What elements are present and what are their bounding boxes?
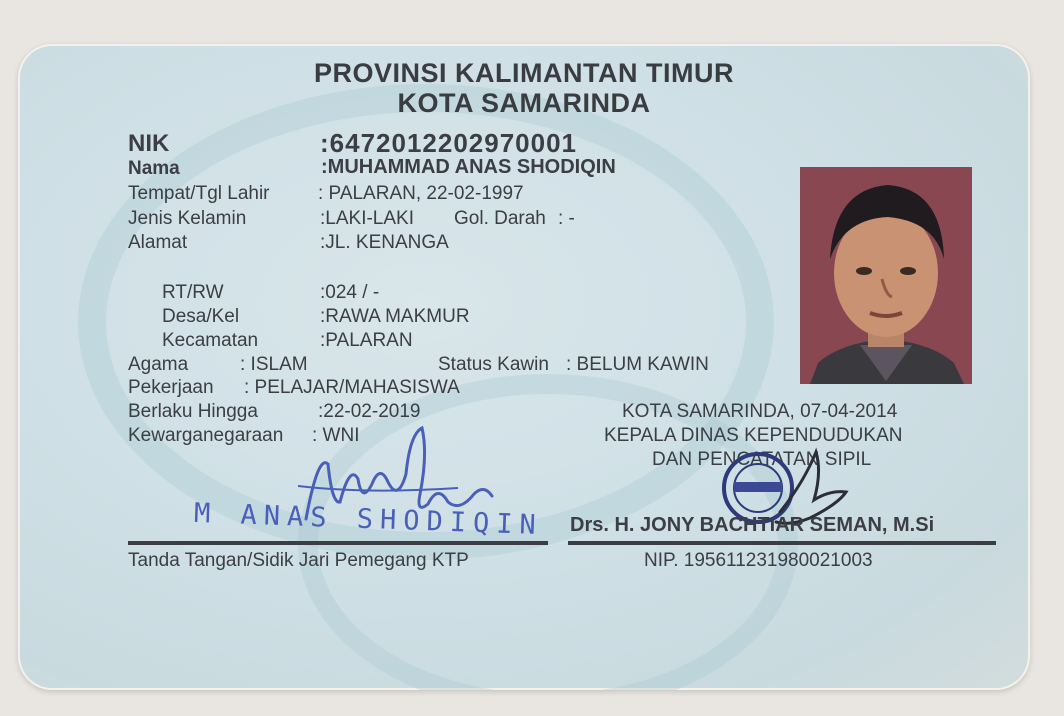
handwritten-name: M ANAS SHODIQIN — [193, 497, 544, 542]
gol-darah-label: Gol. Darah — [454, 208, 546, 229]
issuer-office-line2: DAN PENCATATAN SIPIL — [652, 449, 872, 470]
province-title: PROVINSI KALIMANTAN TIMUR — [314, 58, 734, 88]
kewarganegaraan-value: : WNI — [312, 425, 360, 446]
holder-photo — [800, 167, 972, 384]
ttl-value: : PALARAN, 22-02-1997 — [318, 183, 524, 204]
jenis-kelamin-value: :LAKI-LAKI — [320, 208, 414, 229]
holder-signature-line — [128, 541, 548, 545]
id-card — [18, 44, 1030, 690]
status-kawin-value: : BELUM KAWIN — [566, 354, 709, 375]
alamat-label: Alamat — [128, 232, 188, 253]
nik-label: NIK — [128, 130, 170, 157]
issue-place-date: KOTA SAMARINDA, 07-04-2014 — [622, 401, 898, 422]
city-title: KOTA SAMARINDA — [397, 88, 651, 118]
official-name: Drs. H. JONY BACHTIAR SEMAN, M.Si — [570, 514, 935, 536]
pekerjaan-value: : PELAJAR/MAHASISWA — [244, 377, 460, 398]
portrait-icon — [800, 167, 972, 384]
agama-value: : ISLAM — [240, 354, 308, 375]
kewarganegaraan-label: Kewarganegaraan — [128, 425, 284, 446]
ttl-label: Tempat/Tgl Lahir — [128, 183, 270, 204]
kecamatan-value: :PALARAN — [320, 330, 413, 351]
rtrw-label: RT/RW — [162, 282, 224, 303]
pekerjaan-label: Pekerjaan — [128, 377, 214, 398]
gol-darah-value: : - — [558, 208, 575, 229]
official-nip: NIP. 195611231980021003 — [644, 550, 873, 571]
agama-label: Agama — [128, 354, 189, 375]
issuer-office-line1: KEPALA DINAS KEPENDUDUKAN — [604, 425, 903, 446]
nik-value: :6472012202970001 — [320, 128, 578, 158]
desa-value: :RAWA MAKMUR — [320, 306, 470, 327]
holder-signature-caption: Tanda Tangan/Sidik Jari Pemegang KTP — [128, 550, 469, 571]
nama-label: Nama — [128, 158, 180, 179]
desa-label: Desa/Kel — [162, 306, 240, 327]
berlaku-value: :22-02-2019 — [318, 401, 421, 422]
kecamatan-label: Kecamatan — [162, 330, 259, 351]
status-kawin-label: Status Kawin — [438, 354, 549, 375]
rtrw-value: :024 / - — [320, 282, 380, 303]
nama-value: :MUHAMMAD ANAS SHODIQIN — [321, 156, 616, 178]
berlaku-label: Berlaku Hingga — [128, 401, 258, 422]
alamat-value: :JL. KENANGA — [320, 232, 449, 253]
official-signature-line — [568, 541, 996, 545]
jenis-kelamin-label: Jenis Kelamin — [128, 208, 247, 229]
